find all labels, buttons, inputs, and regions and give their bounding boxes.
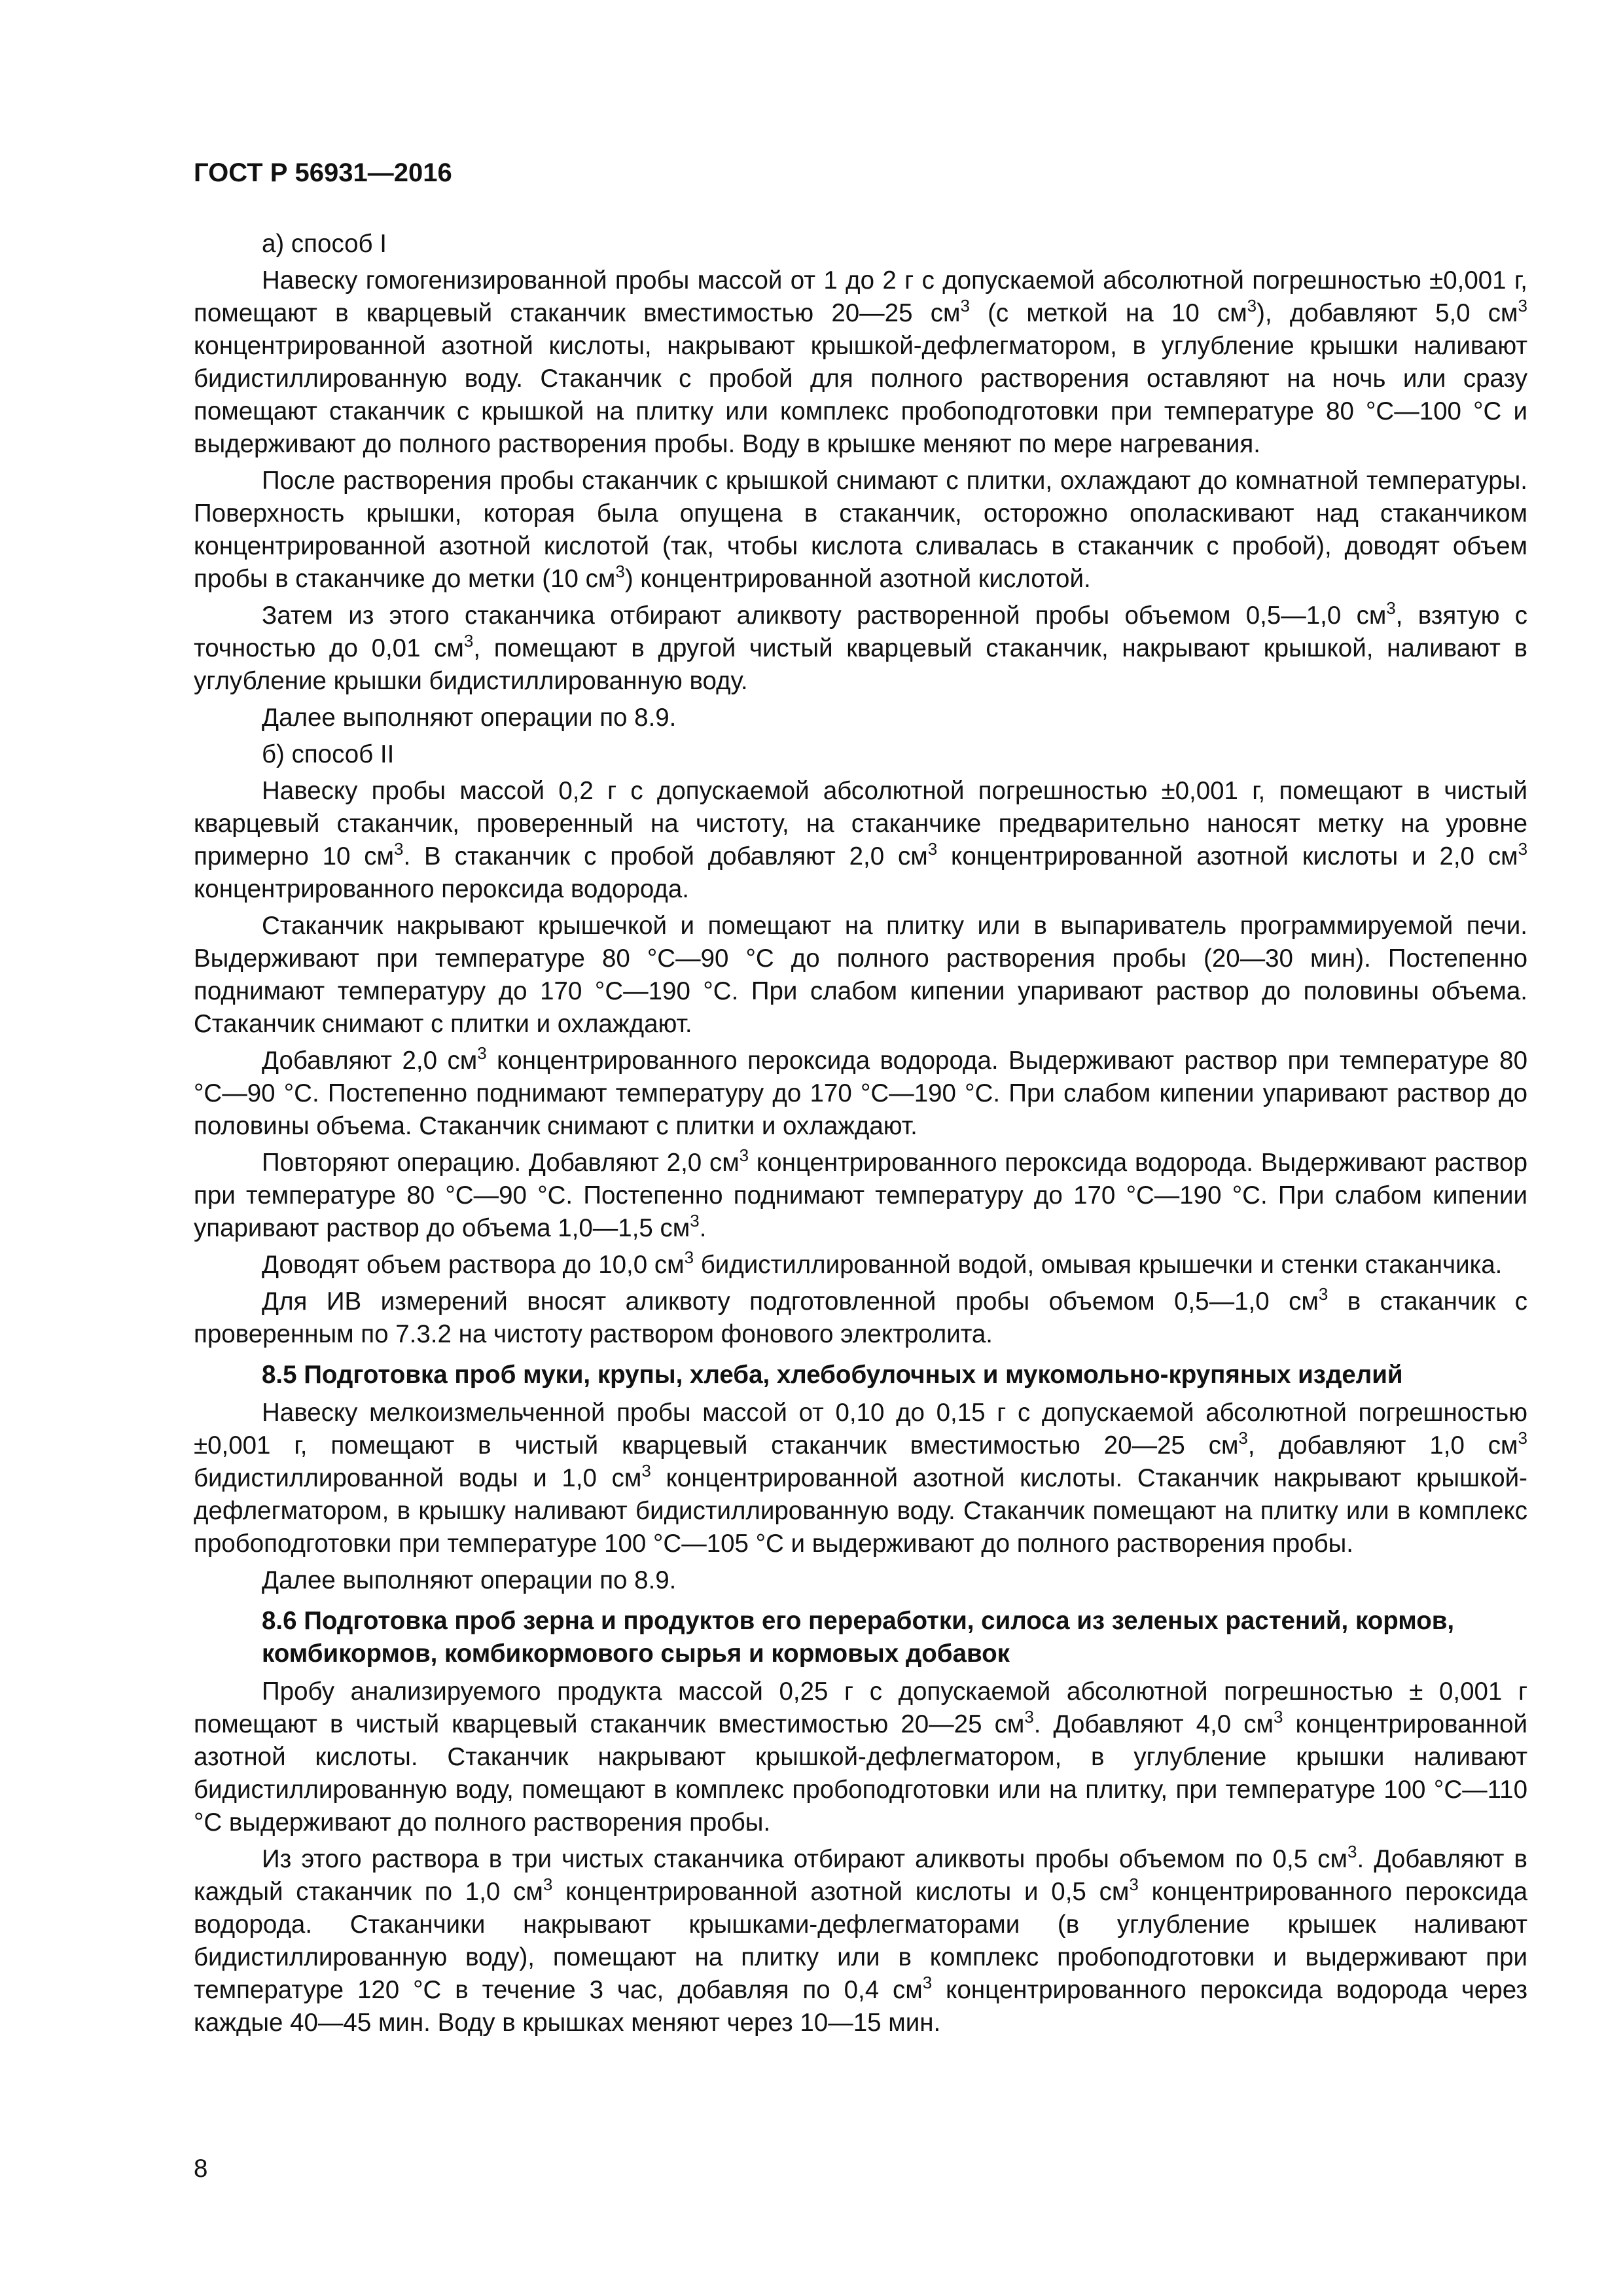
text-run: . Добавляют 4,0 см	[1033, 1710, 1274, 1738]
text-run: концентрированной азотной кислоты, накрывают крышкой-дефлегматором, в углубление крышки наливают бидистиллированную воду. Стаканчик с пробой для полного растворения оставляют на ночь или сразу помещают стаканчик с крышкой на плитку или комплекс пробоподготовки при температуре 80 °С—100 °С и выдерживают до полного растворения пробы. Воду в крышке меняют по мере нагревания.	[194, 332, 1527, 458]
text-run: а) способ I	[262, 230, 387, 258]
paragraph	[194, 264, 1527, 461]
text-run: Добавляют 2,0 см	[262, 1047, 478, 1075]
text-run: концентрированного пероксида водорода. Выдерживают раствор при температуре 80 °С—90 °С. Постепенно поднимают температуру до 170 °С—190 °С. При слабом кипении упаривают раствор до половины объема. Стаканчик снимают с плитки и охлаждают.	[194, 1047, 1527, 1140]
superscript: 3	[1318, 1284, 1329, 1304]
superscript: 3	[1273, 1707, 1283, 1727]
text-run: концентрированной азотной кислоты и 2,0 см	[937, 842, 1518, 870]
superscript: 3	[1386, 598, 1396, 618]
text-run: ), добавляют 5,0 см	[1257, 299, 1518, 327]
text-run: , добавляют 1,0 см	[1247, 1431, 1518, 1460]
text-run: Навеску гомогенизированной пробы массой от 1 до 2 г с допускаемой абсолютной погрешностью ±0,001 г, помещают в кварцевый стаканчик вместимостью 20—25 см	[194, 266, 1527, 327]
superscript: 3	[1024, 1707, 1034, 1727]
text-run: концентрированной азотной кислоты. Стаканчик накрывают крышкой-дефлегматором, в углубление крышки наливают бидистиллированную воду, помещают в комплекс пробоподготовки или на плитку, при температуре 100 °С—110 °С выдерживают до полного растворения пробы.	[194, 1710, 1528, 1837]
text-run: Навеску пробы массой 0,2 г с допускаемой абсолютной погрешностью ±0,001 г, помещают в чистый кварцевый стаканчик, проверенный на чистоту, на стаканчике предварительно наносят метку на уровне примерно 10 см	[194, 777, 1527, 870]
text-run: концентрированного пероксида водорода.	[194, 875, 689, 903]
text-run: Затем из этого стаканчика отбирают аликвоту растворенной пробы объемом 0,5—1,0 см	[262, 601, 1387, 630]
text-run: Стаканчик накрывают крышечкой и помещают на плитку или в выпариватель программируемой печи. Выдерживают при температуре 80 °С—90 °С до полного растворения пробы (20—30 мин). Постепенно поднимают температуру до 170 °С—190 °С. При слабом кипении упаривают раствор до половины объема. Стаканчик снимают с плитки и охлаждают.	[194, 912, 1527, 1038]
text-run: , взятую с точностью до 0,01 см	[194, 601, 1527, 662]
text-run: ) концентрированной азотной кислотой.	[624, 565, 1091, 593]
text-run: 8.5 Подготовка проб муки, крупы, хлеба, хлебобулочных и мукомольно-крупяных изделий	[262, 1361, 1403, 1389]
text-run: бидистиллированной водой, омывая крышечки и стенки стаканчика.	[694, 1251, 1503, 1279]
paragraph	[194, 1843, 1527, 2039]
text-run: . В стаканчик с пробой добавляют 2,0 см	[403, 842, 928, 870]
section-heading	[194, 1605, 1527, 1670]
paragraph	[194, 465, 1527, 596]
superscript: 3	[960, 296, 970, 315]
paragraph	[194, 1397, 1527, 1560]
superscript: 3	[615, 562, 625, 581]
paragraph	[194, 1564, 1527, 1597]
text-run: концентрированной азотной кислоты. Стаканчик накрывают крышкой-дефлегматором, в крышку наливают бидистиллированную воду. Стаканчик помещают на плитку или в комплекс пробоподготовки при температуре 100 °С—105 °С и выдерживают до полного растворения пробы.	[194, 1464, 1527, 1558]
superscript: 3	[463, 631, 474, 651]
paragraph	[194, 228, 1527, 260]
text-run: в стаканчик с проверенным по 7.3.2 на чистоту раствором фонового электролита.	[194, 1287, 1527, 1348]
paragraph	[194, 702, 1527, 734]
section-heading	[194, 1359, 1527, 1391]
superscript: 3	[684, 1247, 694, 1267]
superscript: 3	[690, 1211, 700, 1230]
superscript: 3	[394, 839, 404, 859]
superscript: 3	[1518, 1428, 1527, 1448]
text-run: . Добавляют в каждый стаканчик по 1,0 см	[194, 1845, 1527, 1906]
text-run: б) способ II	[262, 740, 395, 768]
text-run: 8.6 Подготовка проб зерна и продуктов его переработки, силоса из зеленых растений, кормов, комбикормов, комбикормового сырья и кормовых добавок	[262, 1607, 1455, 1668]
paragraph	[194, 910, 1527, 1041]
text-run: Для ИВ измерений вносят аликвоту подготовленной пробы объемом 0,5—1,0 см	[262, 1287, 1319, 1316]
superscript: 3	[1518, 839, 1528, 859]
superscript: 3	[1518, 296, 1527, 315]
paragraph	[194, 1676, 1527, 1839]
document-page	[194, 157, 1527, 2199]
superscript: 3	[1238, 1428, 1248, 1448]
text-run: Пробу анализируемого продукта массой 0,25 г с допускаемой абсолютной погрешностью ± 0,001 г помещают в чистый кварцевый стаканчик вместимостью 20—25 см	[194, 1677, 1527, 1738]
paragraph	[194, 1147, 1527, 1245]
superscript: 3	[739, 1145, 749, 1165]
superscript: 3	[927, 839, 938, 859]
paragraph	[194, 1249, 1527, 1282]
text-run: Навеску мелкоизмельченной пробы массой от 0,10 до 0,15 г с допускаемой абсолютной погрешностью ±0,001 г, помещают в чистый кварцевый стаканчик вместимостью 20—25 см	[194, 1399, 1527, 1460]
text-run: концентрированной азотной кислоты и 0,5 см	[552, 1878, 1130, 1906]
text-run: концентрированного пероксида водорода. Стаканчики накрывают крышками-дефлегматорами (в углубление крышек наливают бидистиллированную воду), помещают на плитку или в комплекс пробоподготовки и выдерживают при температуре 120 °С в течение 3 час, добавляя по 0,4 см	[194, 1878, 1528, 2004]
paragraph	[194, 600, 1527, 698]
text-run: (с меткой на 10 см	[969, 299, 1247, 327]
text-run: Доводят объем раствора до 10,0 см	[262, 1251, 685, 1279]
text-run: концентрированного пероксида водорода. Выдерживают раствор при температуре 80 °С—90 °С. Постепенно поднимают температуру до 170 °С—190 °С. При слабом кипении упаривают раствор до объема 1,0—1,5 см	[194, 1149, 1527, 1242]
text-run: , помещают в другой чистый кварцевый стаканчик, накрывают крышкой, наливают в углубление крышки бидистиллированную воду.	[194, 634, 1527, 695]
superscript: 3	[1247, 296, 1257, 315]
text-run: Далее выполняют операции по 8.9.	[262, 704, 677, 732]
page-number: 8	[194, 2155, 208, 2183]
text-run: После растворения пробы стаканчик с крышкой снимают с плитки, охлаждают до комнатной температуры. Поверхность крышки, которая была опущена в стаканчик, осторожно ополаскивают над стаканчиком концентрированной азотной кислотой (так, чтобы кислота сливалась в стаканчик с пробой), доводят объем пробы в стаканчике до метки (10 см	[194, 467, 1527, 593]
text-run: Из этого раствора в три чистых стаканчика отбирают аликвоты пробы объемом по 0,5 см	[262, 1845, 1347, 1873]
text-run: Повторяют операцию. Добавляют 2,0 см	[262, 1149, 740, 1177]
paragraph	[194, 1285, 1527, 1351]
text-run: бидистиллированной воды и 1,0 см	[194, 1464, 642, 1492]
superscript: 3	[641, 1461, 651, 1480]
paragraph	[194, 1045, 1527, 1143]
document-header: ГОСТ Р 56931—2016	[194, 158, 452, 187]
document-body	[194, 228, 1527, 2039]
paragraph	[194, 775, 1527, 906]
superscript: 3	[543, 1874, 553, 1894]
superscript: 3	[1347, 1842, 1357, 1861]
superscript: 3	[1129, 1874, 1139, 1894]
superscript: 3	[922, 1973, 933, 1992]
text-run: .	[699, 1214, 707, 1242]
text-run: концентрированного пероксида водорода через каждые 40—45 мин. Воду в крышках меняют через 10—15 мин.	[194, 1976, 1527, 2037]
text-run: Далее выполняют операции по 8.9.	[262, 1566, 677, 1594]
paragraph	[194, 738, 1527, 771]
superscript: 3	[477, 1043, 487, 1063]
